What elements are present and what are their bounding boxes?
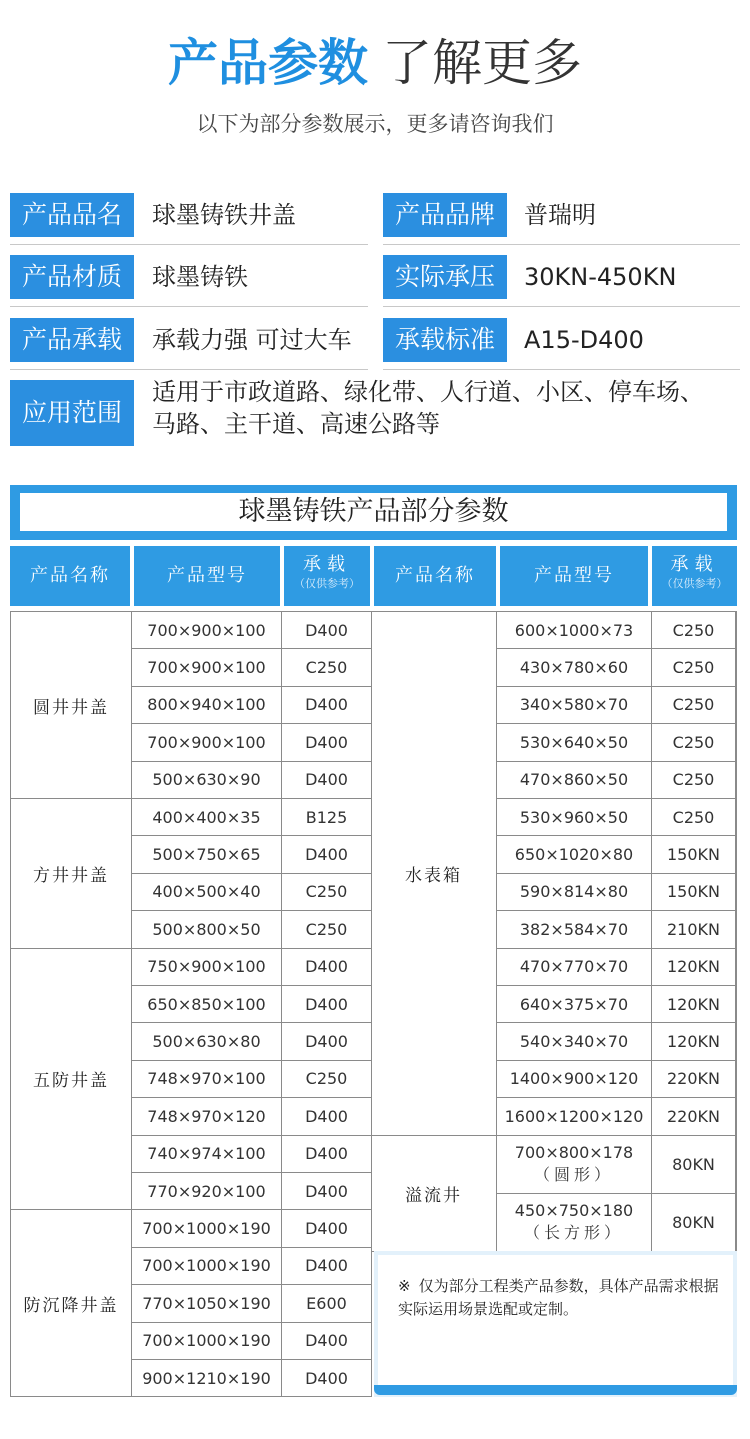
header-label: 承载	[670, 554, 719, 575]
hero-title-strong: 产品参数	[168, 34, 368, 92]
load-cell: D400	[282, 612, 372, 649]
load-cell: 150KN	[652, 836, 736, 873]
hero-title	[0, 30, 750, 96]
model-cell: 500×630×90	[132, 762, 282, 799]
table-title: 球墨铸铁产品部分参数	[20, 493, 727, 531]
header-load-right	[652, 546, 737, 606]
model-cell: 700×900×100	[132, 724, 282, 761]
load-cell: 220KN	[652, 1061, 736, 1098]
right-table-body	[371, 611, 737, 1251]
load-cell: 120KN	[652, 1023, 736, 1060]
table-banner	[10, 485, 737, 540]
model-cell: 1400×900×120	[497, 1061, 652, 1098]
load-cell: 150KN	[652, 874, 736, 911]
spec-row-standard	[383, 318, 740, 370]
model-cell: 700×900×100	[132, 612, 282, 649]
spec-divider	[383, 306, 740, 307]
spec-row-pressure	[383, 255, 740, 307]
model-cell: 430×780×60	[497, 649, 652, 686]
spec-divider	[383, 369, 740, 370]
spec-row-scope	[10, 380, 740, 446]
load-cell: D400	[282, 1248, 372, 1285]
spec-label-standard: 承载标准	[383, 318, 507, 362]
model-cell: 500×750×65	[132, 836, 282, 873]
header-label: 产品型号	[167, 565, 247, 586]
model-cell: 470×770×70	[497, 949, 652, 986]
load-cell: D400	[282, 836, 372, 873]
model-cell	[497, 1136, 652, 1194]
model-cell: 900×1210×190	[132, 1360, 282, 1397]
load-cell: D400	[282, 1098, 372, 1135]
load-cell: D400	[282, 724, 372, 761]
model-cell: 748×970×100	[132, 1061, 282, 1098]
model-cell	[497, 1194, 652, 1252]
load-cell: 220KN	[652, 1098, 736, 1135]
model-cell: 400×500×40	[132, 874, 282, 911]
category-cell: 圆井井盖	[11, 612, 132, 799]
model-cell: 500×800×50	[132, 911, 282, 948]
spec-value-scope-line1: 适用于市政道路、绿化带、人行道、小区、停车场、	[152, 378, 704, 406]
param-table	[10, 485, 737, 1397]
load-cell: C250	[652, 687, 736, 724]
load-cell: C250	[282, 911, 372, 948]
load-cell: D400	[282, 1173, 372, 1210]
category-cell: 防沉降井盖	[11, 1210, 132, 1397]
header-load-left	[284, 546, 370, 606]
header-name-right	[374, 546, 496, 606]
load-cell: C250	[652, 724, 736, 761]
model-cell: 700×1000×190	[132, 1248, 282, 1285]
shape-value: （圆形）	[533, 1165, 614, 1185]
spec-label-name: 产品品名	[10, 193, 134, 237]
load-cell: C250	[282, 874, 372, 911]
spec-value-standard: A15-D400	[524, 326, 644, 354]
load-cell: D400	[282, 1360, 372, 1397]
spec-value-scope-line2: 马路、主干道、高速公路等	[152, 410, 440, 438]
load-cell: D400	[282, 762, 372, 799]
load-cell: C250	[652, 799, 736, 836]
spec-row-material	[10, 255, 370, 307]
hero-subtitle: 以下为部分参数展示，更多请咨询我们	[196, 112, 554, 136]
spec-divider	[10, 369, 368, 370]
model-cell: 470×860×50	[497, 762, 652, 799]
header-model-right	[500, 546, 648, 606]
model-cell: 600×1000×73	[497, 612, 652, 649]
note-text	[398, 1275, 728, 1321]
spec-value-brand: 普瑞明	[524, 201, 596, 229]
spec-value-pressure: 30KN-450KN	[524, 263, 677, 291]
model-cell: 382×584×70	[497, 911, 652, 948]
model-cell: 400×400×35	[132, 799, 282, 836]
load-cell: C250	[282, 1061, 372, 1098]
note-box	[374, 1251, 737, 1397]
load-cell: C250	[652, 762, 736, 799]
model-cell: 340×580×70	[497, 687, 652, 724]
load-cell: C250	[652, 649, 736, 686]
category-cell: 水表箱	[371, 612, 497, 1136]
header-note: （仅供参考）	[661, 577, 728, 590]
model-value: 450×750×180	[514, 1201, 634, 1221]
spec-row-name	[10, 193, 370, 245]
header-name-left	[10, 546, 130, 606]
model-cell: 590×814×80	[497, 874, 652, 911]
category-cell: 五防井盖	[11, 949, 132, 1211]
load-cell: D400	[282, 986, 372, 1023]
model-cell: 1600×1200×120	[497, 1098, 652, 1135]
left-table-body	[10, 611, 372, 1397]
header-model-left	[134, 546, 280, 606]
model-value: 700×800×178	[514, 1143, 634, 1163]
shape-value: （长方形）	[523, 1223, 624, 1243]
model-cell: 530×640×50	[497, 724, 652, 761]
category-cell: 方井井盖	[11, 799, 132, 949]
model-cell: 530×960×50	[497, 799, 652, 836]
spec-value-material: 球墨铸铁	[152, 263, 248, 291]
load-cell: D400	[282, 1323, 372, 1360]
model-cell: 770×1050×190	[132, 1285, 282, 1322]
load-cell: D400	[282, 687, 372, 724]
load-cell: 120KN	[652, 986, 736, 1023]
spec-divider	[10, 244, 368, 245]
hero-title-light: 了解更多	[382, 34, 582, 92]
model-cell: 750×900×100	[132, 949, 282, 986]
load-cell: 80KN	[652, 1136, 736, 1194]
spec-value-load: 承载力强 可过大车	[152, 326, 352, 354]
note-mark: ※	[398, 1277, 411, 1295]
spec-label-load: 产品承载	[10, 318, 134, 362]
load-cell: D400	[282, 1210, 372, 1247]
header-label: 承载	[303, 554, 351, 575]
model-cell: 700×1000×190	[132, 1210, 282, 1247]
header-label: 产品名称	[30, 565, 110, 586]
header-label: 产品名称	[395, 565, 475, 586]
load-cell: 210KN	[652, 911, 736, 948]
header-note: （仅供参考）	[294, 577, 360, 590]
model-cell: 540×340×70	[497, 1023, 652, 1060]
spec-row-brand	[383, 193, 740, 245]
spec-divider	[10, 306, 368, 307]
spec-label-brand: 产品品牌	[383, 193, 507, 237]
load-cell: D400	[282, 1023, 372, 1060]
model-cell: 500×630×80	[132, 1023, 282, 1060]
model-cell: 700×900×100	[132, 649, 282, 686]
load-cell: 120KN	[652, 949, 736, 986]
spec-label-pressure: 实际承压	[383, 255, 507, 299]
load-cell: D400	[282, 949, 372, 986]
spec-divider	[383, 244, 740, 245]
spec-label-scope: 应用范围	[10, 380, 134, 446]
model-cell: 770×920×100	[132, 1173, 282, 1210]
model-cell: 640×375×70	[497, 986, 652, 1023]
load-cell: C250	[282, 649, 372, 686]
note-accent-bar	[374, 1385, 737, 1395]
load-cell: 80KN	[652, 1194, 736, 1252]
model-cell: 700×1000×190	[132, 1323, 282, 1360]
header-label: 产品型号	[534, 565, 614, 586]
load-cell: D400	[282, 1136, 372, 1173]
spec-row-load	[10, 318, 370, 370]
note-body: 仅为部分工程类产品参数，具体产品需求根据实际运用场景选配或定制。	[398, 1277, 719, 1318]
spec-label-material: 产品材质	[10, 255, 134, 299]
model-cell: 748×970×120	[132, 1098, 282, 1135]
model-cell: 650×1020×80	[497, 836, 652, 873]
load-cell: B125	[282, 799, 372, 836]
spec-value-name: 球墨铸铁井盖	[152, 201, 296, 229]
load-cell: E600	[282, 1285, 372, 1322]
model-cell: 650×850×100	[132, 986, 282, 1023]
category-cell: 溢流井	[371, 1136, 497, 1252]
model-cell: 740×974×100	[132, 1136, 282, 1173]
load-cell: C250	[652, 612, 736, 649]
model-cell: 800×940×100	[132, 687, 282, 724]
